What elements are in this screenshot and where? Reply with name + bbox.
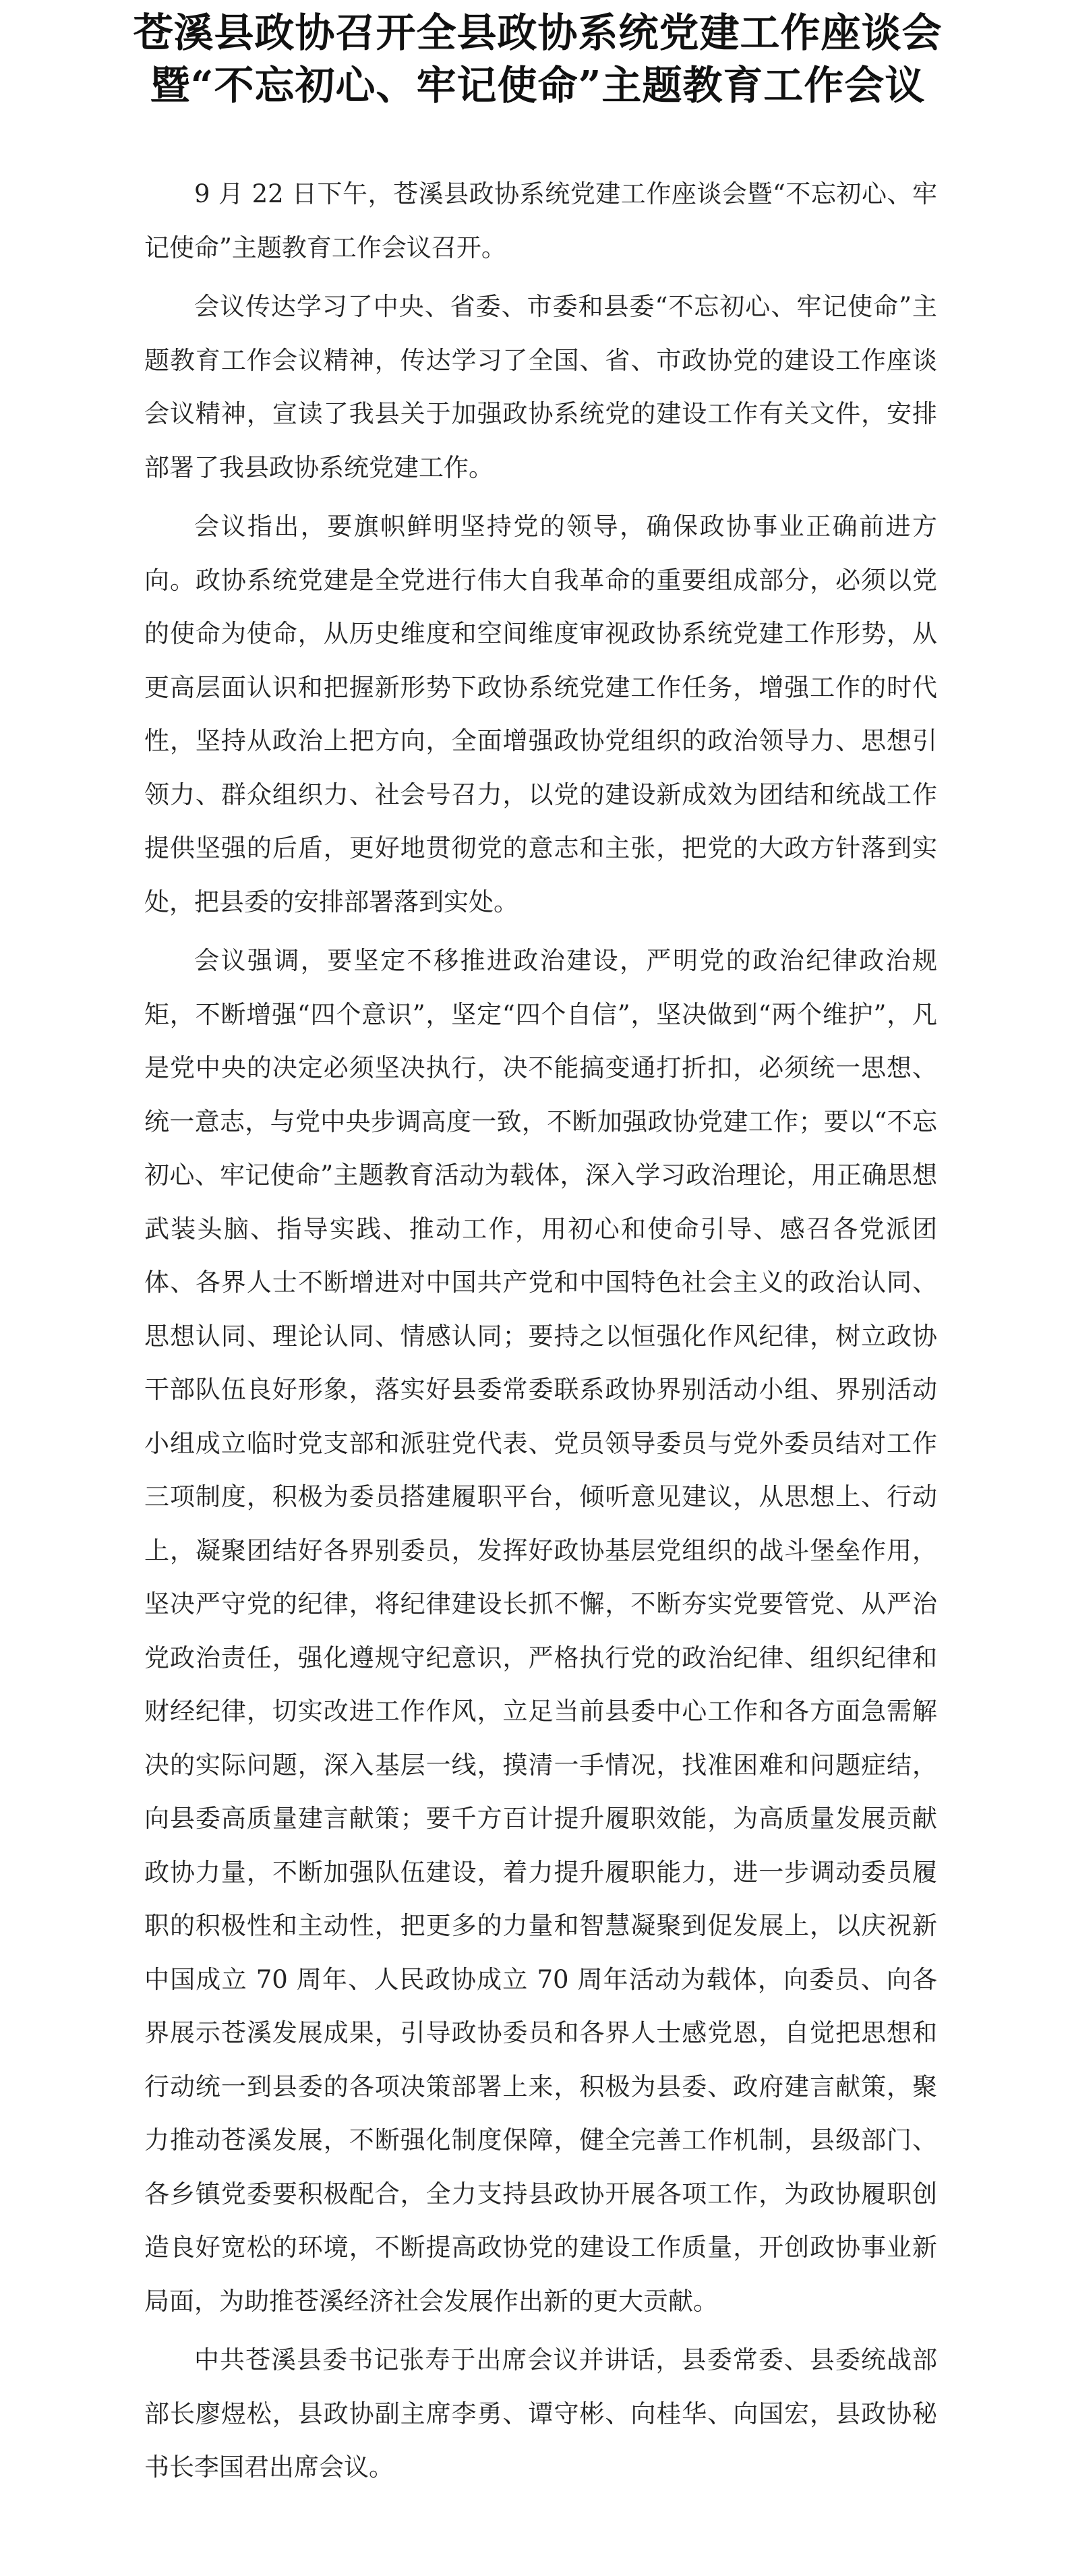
article-paragraph: 会议强调，要坚定不移推进政治建设，严明党的政治纪律政治规矩，不断增强“四个意识”，坚定“四个自信”，坚决做到“两个维护”，凡是党中央的决定必须坚决执行，决不能搞变通打折扣，必须统一思想、统一意志，与党中央步调高度一致，不断加强政协党建工作；要以“不忘初心、牢记使命”主题教育活动为载体，深入学习政治理论，用正确思想武装头脑、指导实践、推动工作，用初心和使命引导、感召各党派团体、各界人士不断增进对中国共产党和中国特色社会主义的政治认同、思想认同、理论认同、情感认同；要持之以恒强化作风纪律，树立政协干部队伍良好形象，落实好县委常委联系政协界别活动小组、界别活动小组成立临时党支部和派驻党代表、党员领导委员与党外委员结对工作三项制度，积极为委员搭建履职平台，倾听意见建议，从思想上、行动上，凝聚团结好各界别委员，发挥好政协基层党组织的战斗堡垒作用，坚决严守党的纪律，将纪律建设长抓不懈，不断夯实党要管党、从严治党政治责任，强化遵规守纪意识，严格执行党的政治纪律、组织纪律和财经纪律，切实改进工作作风，立足当前县委中心工作和各方面急需解决的实际问题，深入基层一线，摸清一手情况，找准困难和问题症结，向县委高质量建言献策；要千方百计提升履职效能，为高质量发展贡献政协力量，不断加强队伍建设，着力提升履职能力，进一步调动委员履职的积极性和主动性，把更多的力量和智慧凝聚到促发展上，以庆祝新中国成立 70 周年、人民政协成立 70 周年活动为载体，向委员、向各界展示苍溪发展成果，引导政协委员和各界人士感党恩，自觉把思想和行动统一到县委的各项决策部署上来，积极为县委、政府建言献策，聚力推动苍溪发展，不断强化制度保障，健全完善工作机制，县级部门、各乡镇党委要积极配合，全力支持县政协开展各项工作，为政协履职创造良好宽松的环境，不断提高政协党的建设工作质量，开创政协事业新局面，为助推苍溪经济社会发展作出新的更大贡献。 [144,946,937,2316]
article-paragraph: 会议传达学习了中央、省委、市委和县委“不忘初心、牢记使命”主题教育工作会议精神，传达学习了全国、省、市政协党的建设工作座谈会议精神，宣读了我县关于加强政协系统党的建设工作有关文件，安排部署了我县政协系统党建工作。 [144,292,937,482]
article-paragraph: 9 月 22 日下午，苍溪县政协系统党建工作座谈会暨“不忘初心、牢记使命”主题教育工作会议召开。 [144,179,937,262]
article-title [108,7,968,112]
article-title-line-1: 苍溪县政协召开全县政协系统党建工作座谈会 [133,9,943,56]
article-body [144,167,937,2500]
article-paragraph: 会议指出，要旗帜鲜明坚持党的领导，确保政协事业正确前进方向。政协系统党建是全党进行伟大自我革命的重要组成部分，必须以党的使命为使命，从历史维度和空间维度审视政协系统党建工作形势，从更高层面认识和把握新形势下政协系统党建工作任务，增强工作的时代性，坚持从政治上把方向，全面增强政协党组织的政治领导力、思想引领力、群众组织力、社会号召力，以党的建设新成效为团结和统战工作提供坚强的后盾，更好地贯彻党的意志和主张，把党的大政方针落到实处，把县委的安排部署落到实处。 [144,512,937,916]
article-paragraph: 中共苍溪县委书记张寿于出席会议并讲话，县委常委、县委统战部部长廖煜松，县政协副主席李勇、谭守彬、向桂华、向国宏，县政协秘书长李国君出席会议。 [144,2345,937,2482]
article-title-line-2: 暨“不忘初心、牢记使命”主题教育工作会议 [150,62,926,109]
